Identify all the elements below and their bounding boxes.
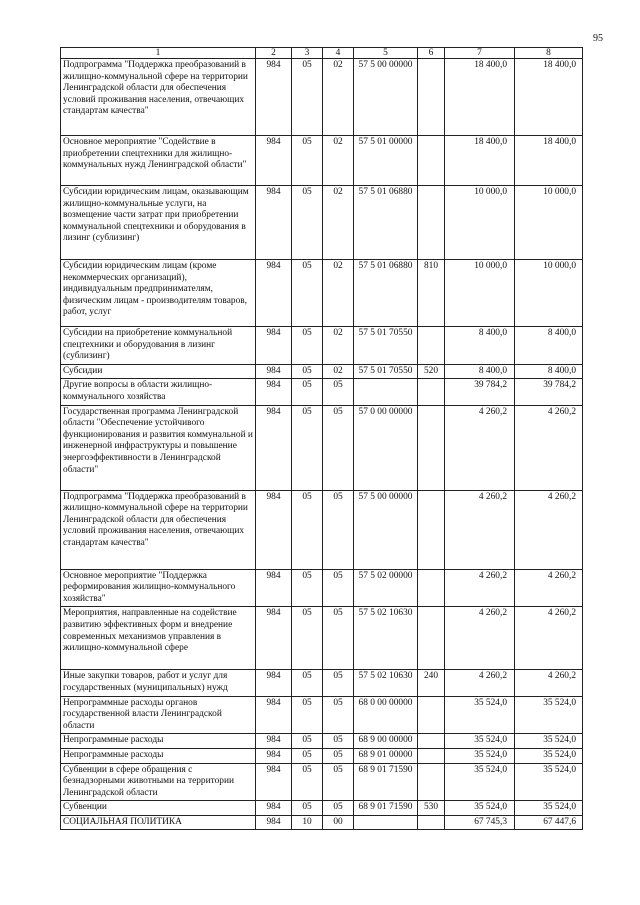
row-code-3: 05 [292,734,323,749]
header-cell: 3 [292,48,323,59]
row-name: Иные закупки товаров, работ и услуг для государственных (муниципальных) нужд [61,670,256,696]
row-value-7: 4 260,2 [445,569,515,607]
row-code-2: 984 [256,696,292,734]
row-code-2: 984 [256,260,292,327]
row-value-7: 35 524,0 [445,801,515,816]
row-code-6 [418,136,445,186]
row-value-8: 35 524,0 [515,734,583,749]
row-code-3: 10 [292,815,323,830]
row-name: Мероприятия, направленные на содействие развитию эффективных форм и внедрение современных механизмов управления в жилищно-коммунальной сфере [61,607,256,670]
row-code-6 [418,815,445,830]
page-number: 95 [593,33,603,44]
row-code-4: 05 [323,405,354,490]
table-row [61,569,583,607]
table-row [61,136,583,186]
row-code-2: 984 [256,136,292,186]
row-value-8: 4 260,2 [515,569,583,607]
row-code-6: 240 [418,670,445,696]
table-row [61,490,583,569]
row-code-4: 02 [323,260,354,327]
row-code-4: 00 [323,815,354,830]
table-row [61,801,583,816]
row-value-7: 35 524,0 [445,748,515,763]
row-code-5: 68 9 00 00000 [354,734,418,749]
row-code-6 [418,569,445,607]
row-value-8: 4 260,2 [515,607,583,670]
row-code-4: 05 [323,607,354,670]
header-cell: 4 [323,48,354,59]
row-code-3: 05 [292,763,323,801]
table-row [61,763,583,801]
row-code-6: 530 [418,801,445,816]
table-row [61,696,583,734]
row-code-2: 984 [256,607,292,670]
header-cell: 6 [418,48,445,59]
row-code-5 [354,379,418,405]
header-row [61,48,583,59]
row-name: Субсидии юридическим лицам (кроме некоммерческих организаций), индивидуальным предпринимателям, физическим лицам - производителям товаров, работ, услуг [61,260,256,327]
row-code-6 [418,405,445,490]
row-value-7: 35 524,0 [445,763,515,801]
row-value-8: 35 524,0 [515,748,583,763]
row-value-7: 4 260,2 [445,670,515,696]
row-code-5: 57 5 00 00000 [354,59,418,136]
row-name: Субвенции [61,801,256,816]
row-name: Основное мероприятие "Содействие в приобретении спецтехники для жилищно-коммунальных нужд Ленинградской области" [61,136,256,186]
row-code-3: 05 [292,364,323,379]
row-value-8: 39 784,2 [515,379,583,405]
row-code-3: 05 [292,569,323,607]
row-code-3: 05 [292,186,323,260]
row-code-5 [354,815,418,830]
row-code-5: 57 5 02 10630 [354,670,418,696]
row-value-8: 35 524,0 [515,763,583,801]
row-value-7: 4 260,2 [445,405,515,490]
row-code-3: 05 [292,327,323,365]
table-row [61,405,583,490]
row-name: СОЦИАЛЬНАЯ ПОЛИТИКА [61,815,256,830]
row-value-7: 10 000,0 [445,186,515,260]
row-code-3: 05 [292,490,323,569]
row-code-3: 05 [292,405,323,490]
row-code-5: 57 5 01 70550 [354,327,418,365]
row-code-5: 68 9 01 71590 [354,763,418,801]
header-cell: 1 [61,48,256,59]
row-code-5: 57 5 01 00000 [354,136,418,186]
row-code-6 [418,327,445,365]
row-value-7: 35 524,0 [445,734,515,749]
row-value-7: 18 400,0 [445,59,515,136]
row-value-8: 4 260,2 [515,670,583,696]
row-code-4: 02 [323,327,354,365]
row-code-4: 05 [323,490,354,569]
row-code-6 [418,696,445,734]
row-code-4: 05 [323,763,354,801]
row-code-3: 05 [292,136,323,186]
row-value-8: 67 447,6 [515,815,583,830]
table-row [61,734,583,749]
row-value-7: 8 400,0 [445,327,515,365]
row-code-2: 984 [256,59,292,136]
row-code-3: 05 [292,670,323,696]
row-code-5: 57 5 01 06880 [354,260,418,327]
row-name: Непрограммные расходы [61,748,256,763]
row-code-5: 68 0 00 00000 [354,696,418,734]
row-name: Субвенции в сфере обращения с безнадзорными животными на территории Ленинградской области [61,763,256,801]
row-code-2: 984 [256,490,292,569]
row-code-4: 05 [323,696,354,734]
header-cell: 7 [445,48,515,59]
row-code-6: 810 [418,260,445,327]
row-code-2: 984 [256,815,292,830]
row-code-3: 05 [292,607,323,670]
row-value-8: 18 400,0 [515,59,583,136]
row-value-8: 8 400,0 [515,327,583,365]
row-code-2: 984 [256,801,292,816]
row-value-8: 35 524,0 [515,696,583,734]
table-row [61,260,583,327]
row-name: Подпрограмма "Поддержка преобразований в жилищно-коммунальной сфере на территории Ленинградской области для обеспечения условий проживания населения, отвечающих стандартам качества" [61,490,256,569]
row-name: Непрограммные расходы органов государственной власти Ленинградской области [61,696,256,734]
table-row [61,815,583,830]
row-code-5: 57 0 00 00000 [354,405,418,490]
row-value-8: 4 260,2 [515,490,583,569]
row-name: Другие вопросы в области жилищно-коммунального хозяйства [61,379,256,405]
row-code-4: 05 [323,670,354,696]
row-code-2: 984 [256,748,292,763]
row-code-2: 984 [256,364,292,379]
row-code-3: 05 [292,59,323,136]
row-code-5: 57 5 01 70550 [354,364,418,379]
header-cell: 5 [354,48,418,59]
row-code-4: 02 [323,364,354,379]
table-row [61,186,583,260]
row-value-8: 8 400,0 [515,364,583,379]
row-value-7: 10 000,0 [445,260,515,327]
row-value-8: 4 260,2 [515,405,583,490]
row-value-8: 10 000,0 [515,186,583,260]
row-code-6 [418,607,445,670]
row-code-6 [418,379,445,405]
row-code-2: 984 [256,763,292,801]
row-value-7: 8 400,0 [445,364,515,379]
row-value-7: 35 524,0 [445,696,515,734]
header-cell: 8 [515,48,583,59]
row-code-3: 05 [292,801,323,816]
row-code-6 [418,186,445,260]
row-name: Субсидии [61,364,256,379]
row-value-8: 10 000,0 [515,260,583,327]
row-value-7: 4 260,2 [445,607,515,670]
table-row [61,379,583,405]
row-name: Основное мероприятие "Поддержка реформирования жилищно-коммунального хозяйства" [61,569,256,607]
row-code-2: 984 [256,670,292,696]
row-value-7: 4 260,2 [445,490,515,569]
row-code-3: 05 [292,748,323,763]
row-code-4: 05 [323,379,354,405]
row-code-5: 57 5 01 06880 [354,186,418,260]
row-code-4: 05 [323,801,354,816]
row-code-5: 57 5 02 00000 [354,569,418,607]
row-code-2: 984 [256,569,292,607]
row-code-5: 57 5 00 00000 [354,490,418,569]
row-code-4: 02 [323,186,354,260]
row-code-6 [418,490,445,569]
row-code-4: 02 [323,59,354,136]
row-code-2: 984 [256,327,292,365]
row-code-6 [418,763,445,801]
row-name: Государственная программа Ленинградской области "Обеспечение устойчивого функционирования и развития коммунальной и инженерной инфраструктуры и повышение энергоэффективности в Ленинградской области" [61,405,256,490]
row-code-5: 68 9 01 71590 [354,801,418,816]
row-code-5: 68 9 01 00000 [354,748,418,763]
row-value-7: 18 400,0 [445,136,515,186]
row-name: Непрограммные расходы [61,734,256,749]
row-code-4: 05 [323,748,354,763]
row-value-7: 67 745,3 [445,815,515,830]
row-name: Субсидии юридическим лицам, оказывающим жилищно-коммунальные услуги, на возмещение части затрат при приобретении коммунальной спецтехники и оборудования в лизинг (сублизинг) [61,186,256,260]
budget-table [60,47,583,830]
row-code-2: 984 [256,379,292,405]
table-row [61,670,583,696]
row-code-3: 05 [292,260,323,327]
row-code-4: 05 [323,734,354,749]
row-code-6 [418,59,445,136]
row-value-7: 39 784,2 [445,379,515,405]
row-value-8: 18 400,0 [515,136,583,186]
table-row [61,607,583,670]
row-name: Субсидии на приобретение коммунальной спецтехники и оборудования в лизинг (сублизинг) [61,327,256,365]
row-code-3: 05 [292,379,323,405]
row-code-2: 984 [256,734,292,749]
table-row [61,748,583,763]
row-code-6 [418,734,445,749]
row-code-3: 05 [292,696,323,734]
row-code-5: 57 5 02 10630 [354,607,418,670]
table-row [61,364,583,379]
row-code-4: 02 [323,136,354,186]
row-code-4: 05 [323,569,354,607]
row-code-2: 984 [256,405,292,490]
row-name: Подпрограмма "Поддержка преобразований в жилищно-коммунальной сфере на территории Ленинградской области для обеспечения условий проживания населения, отвечающих стандартам качества" [61,59,256,136]
table-row [61,327,583,365]
row-value-8: 35 524,0 [515,801,583,816]
header-cell: 2 [256,48,292,59]
row-code-2: 984 [256,186,292,260]
table-row [61,59,583,136]
row-code-6 [418,748,445,763]
row-code-6: 520 [418,364,445,379]
